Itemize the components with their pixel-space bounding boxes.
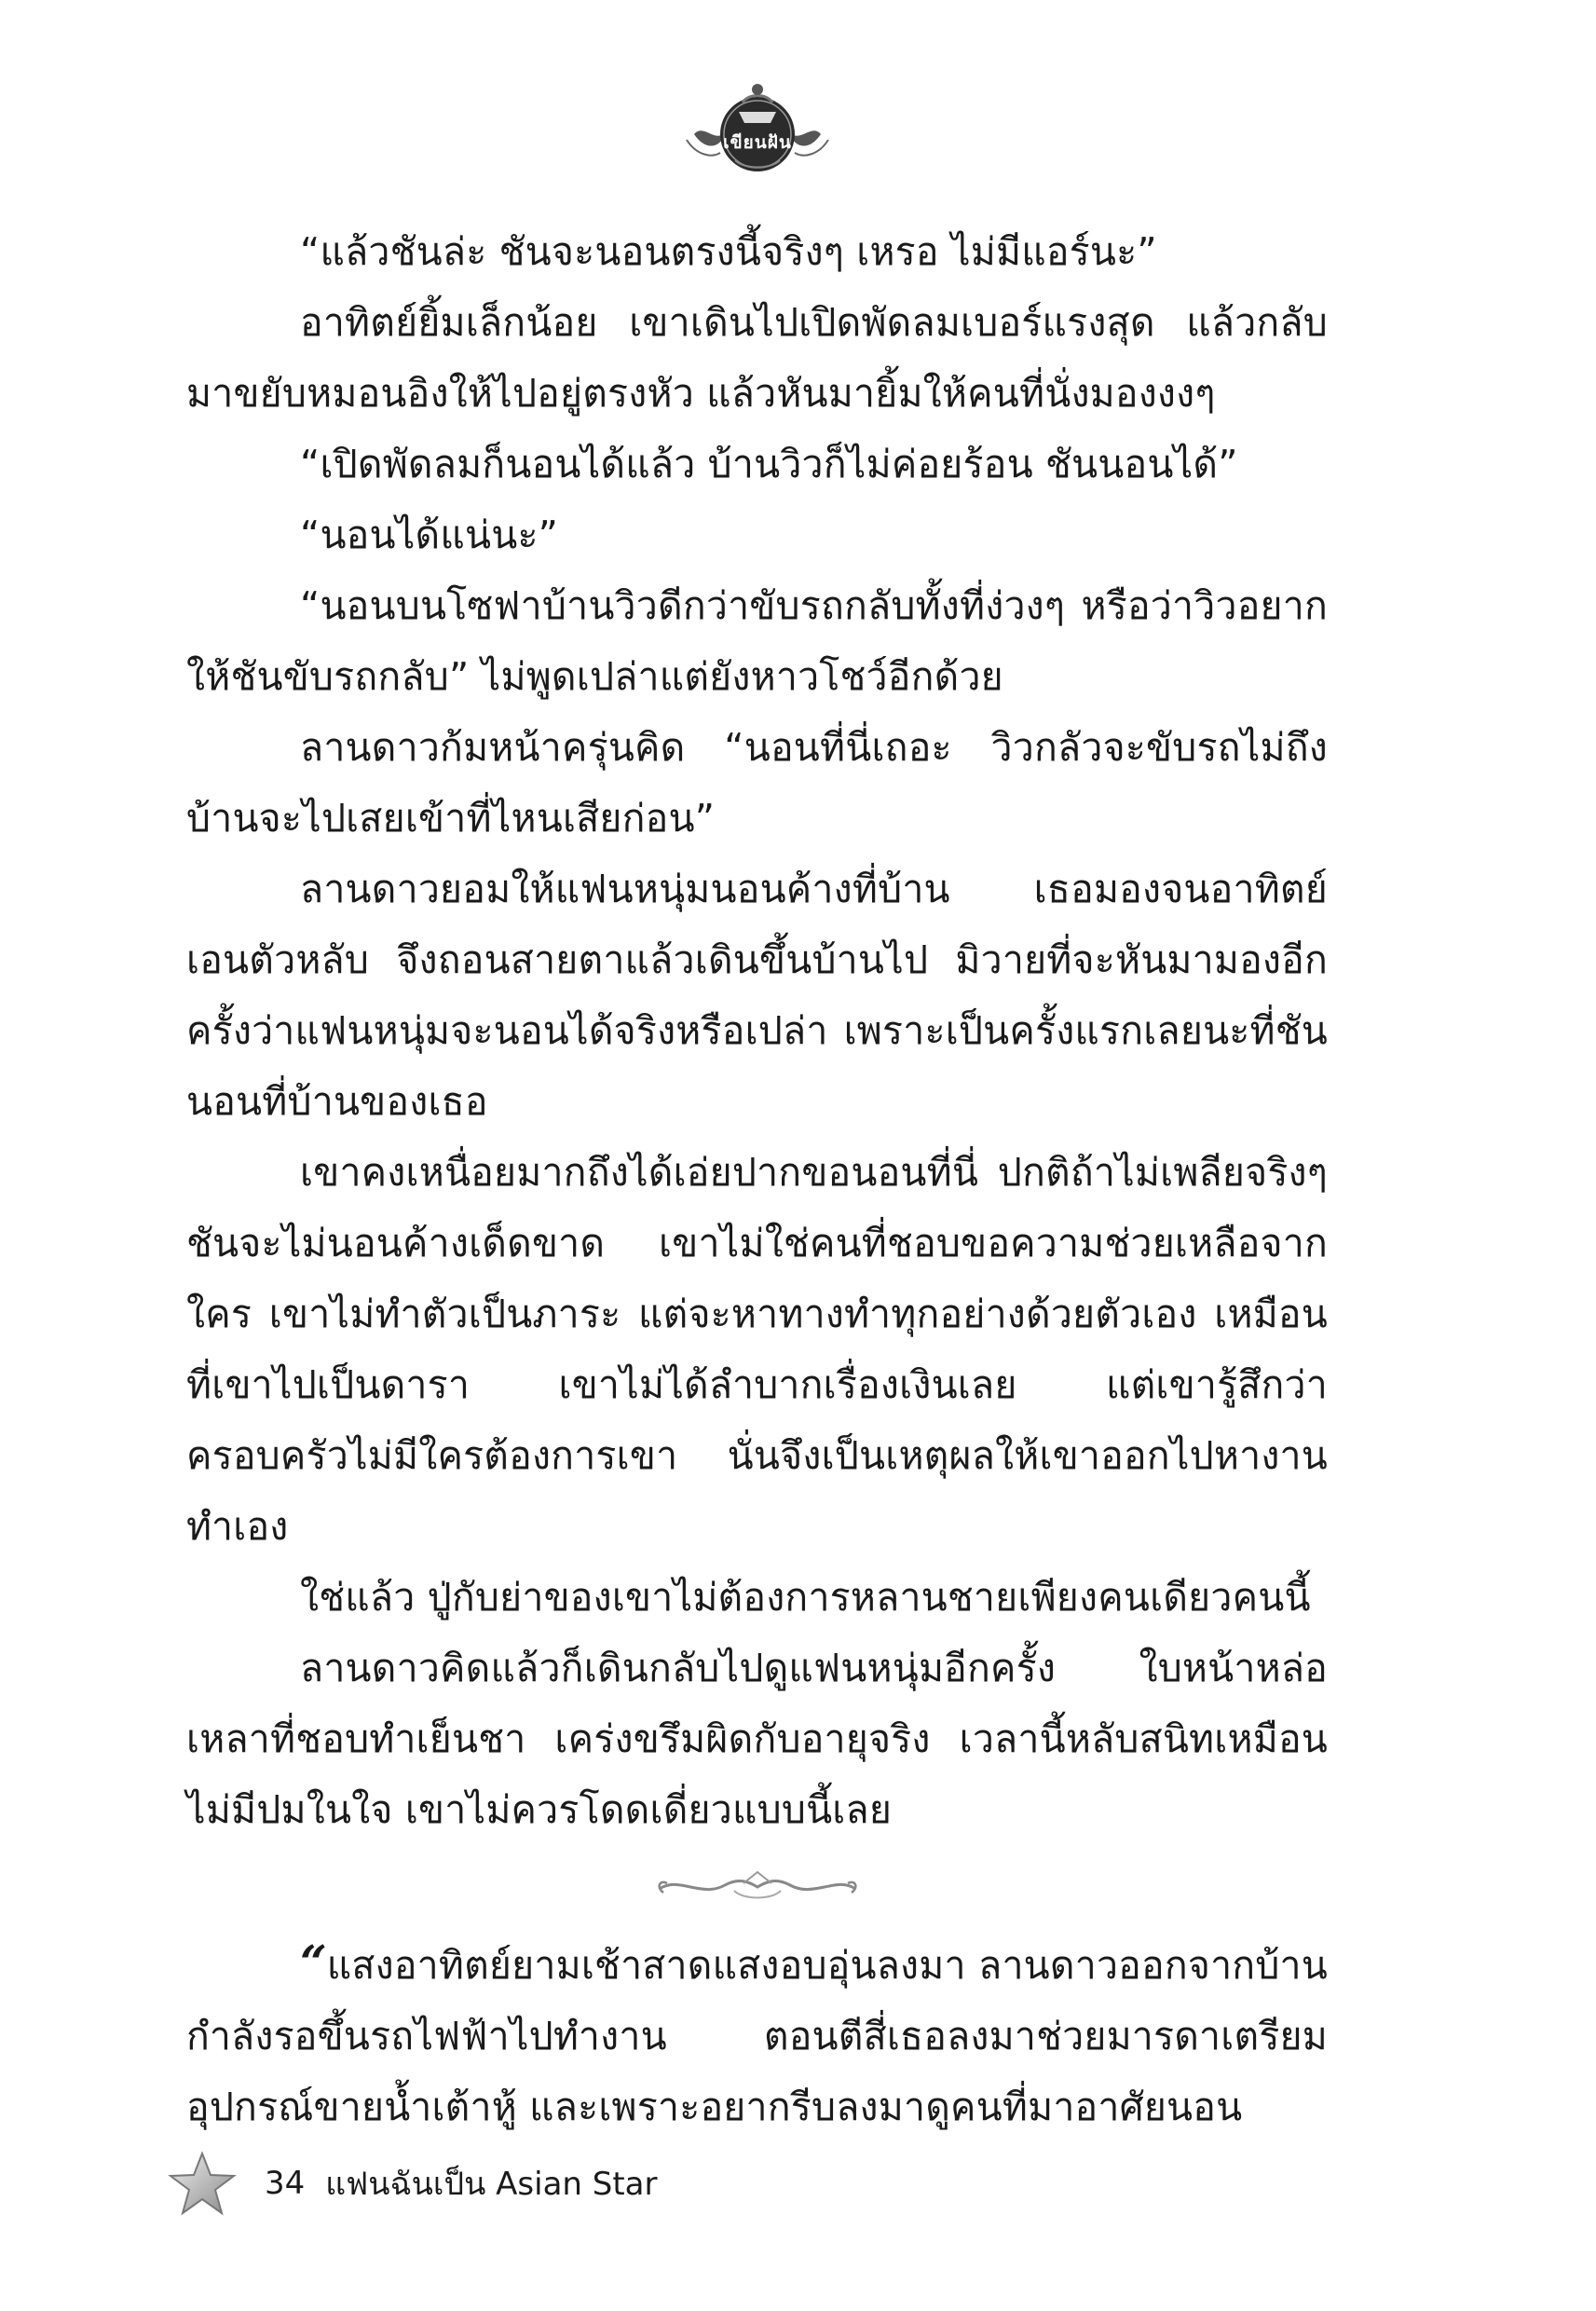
emblem-text: เขียนฝัน	[723, 132, 792, 153]
paragraph-2: อาทิตย์ยิ้มเล็กน้อย เขาเดินไปเปิดพัดลมเบอร์แรงสุด แล้วกลับมาขยับหมอนอิงให้ไปอยู่ตรงหัว แล้วหันมายิ้มให้คนที่นั่งมองงงๆ	[186, 300, 1328, 416]
section2-paragraph	[186, 1927, 1328, 2142]
paragraph-5: “นอนบนโซฟาบ้านวิวดีกว่าขับรถกลับทั้งที่ง่วงๆ หรือว่าวิวอยากให้ชันขับรถกลับ” ไม่พูดเปล่าแต่ยังหาวโชว์อีกด้วย	[186, 583, 1328, 699]
body-text	[186, 216, 1328, 2142]
book-title: แฟนฉันเป็น Asian Star	[325, 2166, 658, 2203]
paragraph-10: ลานดาวคิดแล้วก็เดินกลับไปดูแฟนหนุ่มอีกครั้ง ใบหน้าหล่อเหลาที่ชอบทำเย็นชา เคร่งขรึมผิดกับอายุจริง เวลานี้หลับสนิทเหมือนไม่มีปมในใจ เขาไม่ควรโดดเดี่ยวแบบนี้เลย	[186, 1646, 1328, 1832]
emblem-logo-icon	[683, 75, 832, 177]
dropcap-quote: “	[300, 1935, 325, 1990]
section2-text: แสงอาทิตย์ยามเช้าสาดแสงอบอุ่นลงมา ลานดาวออกจากบ้านกำลังรอขึ้นรถไฟฟ้าไปทำงาน ตอนตีสี่เธอลงมาช่วยมารดาเตรียมอุปกรณ์ขายน้ำเต้าหู้ และเพราะอยากรีบลงมาดูคนที่มาอาศัยนอน	[186, 1943, 1328, 2129]
paragraph-9: ใช่แล้ว ปู่กับย่าของเขาไม่ต้องการหลานชายเพียงคนเดียวคนนี้	[300, 1575, 1311, 1620]
paragraph-7: ลานดาวยอมให้แฟนหนุ่มนอนค้างที่บ้าน เธอมองจนอาทิตย์เอนตัวหลับ จึงถอนสายตาแล้วเดินขึ้นบ้านไป มิวายที่จะหันมามองอีกครั้งว่าแฟนหนุ่มจะนอนได้จริงหรือเปล่า เพราะเป็นครั้งแรกเลยนะที่ชันนอนที่บ้านของเธอ	[186, 867, 1328, 1124]
section-divider	[186, 1845, 1328, 1927]
star-icon	[168, 2151, 237, 2216]
paragraph-8: เขาคงเหนื่อยมากถึงได้เอ่ยปากขอนอนที่นี่ ปกติถ้าไม่เพลียจริงๆ ชันจะไม่นอนค้างเด็ดขาด เขาไม่ใช่คนที่ชอบขอความช่วยเหลือจากใคร เขาไม่ทำตัวเป็นภาระ แต่จะหาทางทำทุกอย่างด้วยตัวเอง เหมือนที่เขาไปเป็นดารา เขาไม่ได้ลำบากเรื่องเงินเลย แต่เขารู้สึกว่าครอบครัวไม่มีใครต้องการเขา นั่นจึงเป็นเหตุผลให้เขาออกไปหางานทำเอง	[186, 1150, 1328, 1549]
paragraph-6: ลานดาวก้มหน้าครุ่นคิด “นอนที่นี่เถอะ วิวกลัวจะขับรถไม่ถึงบ้านจะไปเสยเข้าที่ไหนเสียก่อน”	[186, 725, 1328, 841]
paragraph-3: “เปิดพัดลมก็นอนได้แล้ว บ้านวิวก็ไม่ค่อยร้อน ชันนอนได้”	[300, 442, 1238, 486]
page-footer	[168, 2151, 658, 2216]
paragraph-1: “แล้วชันล่ะ ชันจะนอนตรงนี้จริงๆ เหรอ ไม่มีแอร์นะ”	[300, 229, 1157, 274]
page-number: 34	[265, 2165, 306, 2202]
header-emblem	[683, 75, 832, 177]
paragraph-4: “นอนได้แน่นะ”	[300, 513, 559, 557]
scroll-ornament-icon	[650, 1863, 865, 1909]
